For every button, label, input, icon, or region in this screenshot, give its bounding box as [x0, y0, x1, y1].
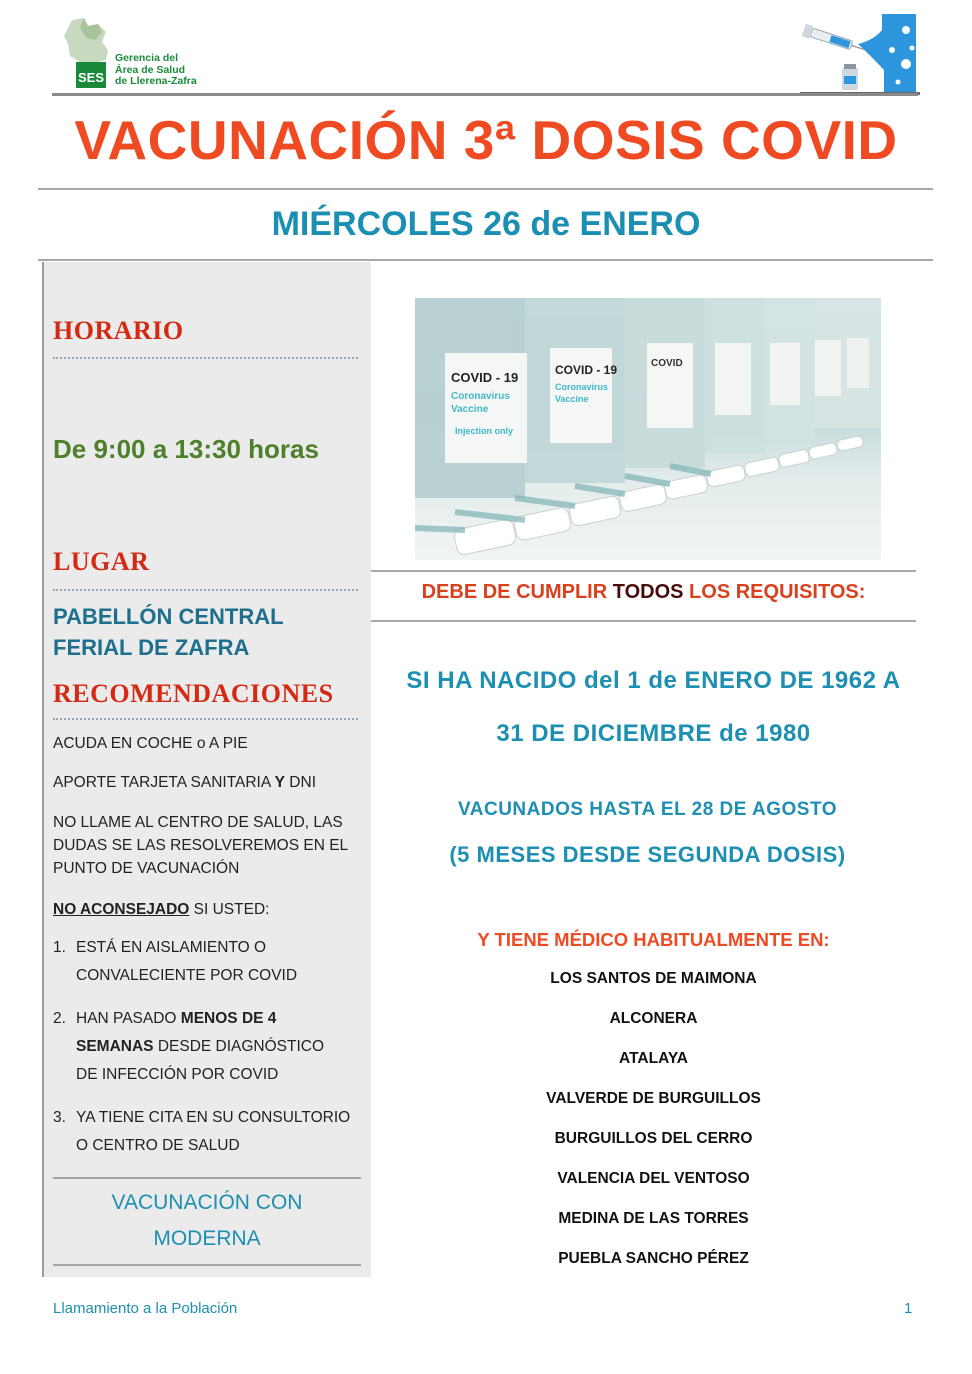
horario-heading: HORARIO: [53, 316, 184, 345]
moderna-bottom-divider: [53, 1264, 361, 1266]
recomendaciones-heading: RECOMENDACIONES: [53, 679, 334, 708]
footer-caption: Llamamiento a la Población: [53, 1300, 238, 1317]
moderna-note: VACUNACIÓN CON MODERNA: [111, 1191, 303, 1250]
logo-line-2: Área de Salud: [115, 63, 186, 76]
svg-text:Coronavirus: Coronavirus: [451, 391, 510, 402]
birth-range-line-2: 31 DE DICIEMBRE de 1980: [496, 720, 811, 747]
moderna-top-divider: [53, 1177, 361, 1179]
svg-text:Vaccine: Vaccine: [451, 404, 489, 415]
town-item: VALVERDE DE BURGUILLOS: [546, 1090, 761, 1107]
syringe-virus-icon: [800, 10, 920, 96]
vaccinated-until: VACUNADOS HASTA EL 28 DE AGOSTO: [457, 799, 837, 820]
date-divider: [38, 259, 933, 261]
town-item: PUEBLA SANCHO PÉREZ: [558, 1250, 749, 1267]
recommendation-item: NO LLAME AL CENTRO DE SALUD, LAS DUDAS SE LAS RESOLVEREMOS EN EL PUNTO DE VACUNACIÓN: [53, 814, 349, 877]
header-divider: [52, 93, 918, 96]
svg-text:COVID: COVID: [651, 358, 683, 369]
horario-value: De 9:00 a 13:30 horas: [53, 434, 319, 464]
no-aconsejado-label: NO ACONSEJADO SI USTED:: [53, 901, 270, 918]
recommendation-item: ACUDA EN COCHE o A PIE: [53, 735, 248, 752]
contraindication-item-3: 3. YA TIENE CITA EN SU CONSULTORIO O CENTRO DE SALUD: [53, 1109, 351, 1154]
requisitos-heading: DEBE DE CUMPLIR TODOS LOS REQUISITOS:: [421, 581, 866, 603]
svg-text:SES: SES: [77, 70, 105, 85]
page-title: VACUNACIÓN 3ª DOSIS COVID: [74, 109, 898, 171]
town-item: ATALAYA: [619, 1050, 688, 1067]
lugar-line-2: FERIAL DE ZAFRA: [53, 635, 250, 660]
page-number: 1: [904, 1300, 913, 1317]
town-item: MEDINA DE LAS TORRES: [558, 1210, 749, 1227]
town-item: LOS SANTOS DE MAIMONA: [550, 970, 757, 987]
lugar-divider: [53, 589, 358, 591]
town-item: BURGUILLOS DEL CERRO: [554, 1130, 753, 1147]
lugar-line-1: PABELLÓN CENTRAL: [53, 604, 284, 629]
contraindication-item-2: 2. HAN PASADO MENOS DE 4 SEMANAS DESDE DIAGNÓSTICO DE INFECCIÓN POR COVID: [53, 1010, 325, 1083]
svg-text:COVID - 19: COVID - 19: [555, 363, 618, 377]
logo-text: [115, 53, 197, 88]
extremadura-map-logo-icon: [62, 16, 122, 88]
contraindication-item-1: 1. ESTÁ EN AISLAMIENTO O CONVALECIENTE POR COVID: [53, 939, 298, 984]
logo-line-1: Gerencia del: [115, 52, 179, 64]
lugar-heading: LUGAR: [53, 547, 150, 576]
event-date: MIÉRCOLES 26 de ENERO: [271, 205, 701, 243]
lugar-place: [53, 601, 284, 663]
title-divider: [38, 188, 933, 190]
town-item: ALCONERA: [609, 1010, 698, 1027]
logo-line-3: de Llerena-Zafra: [115, 75, 197, 87]
requisitos-bottom-divider: [371, 620, 916, 622]
svg-text:Coronavirus: Coronavirus: [555, 382, 609, 392]
horario-divider: [53, 357, 358, 359]
recommendation-item: APORTE TARJETA SANITARIA Y DNI: [53, 774, 316, 791]
requisitos-top-divider: [371, 570, 916, 572]
svg-text:Vaccine: Vaccine: [555, 394, 589, 404]
vaccine-vials-photo: [415, 298, 881, 560]
medico-heading: Y TIENE MÉDICO HABITUALMENTE EN:: [477, 929, 830, 950]
recomendaciones-divider: [53, 718, 358, 720]
svg-text:Injection only: Injection only: [455, 426, 514, 436]
birth-range-line-1: SI HA NACIDO del 1 de ENERO DE 1962 A: [406, 667, 901, 694]
months-since-second-dose: (5 MESES DESDE SEGUNDA DOSIS): [449, 842, 846, 867]
town-item: VALENCIA DEL VENTOSO: [557, 1170, 750, 1187]
svg-text:COVID - 19: COVID - 19: [451, 370, 519, 385]
